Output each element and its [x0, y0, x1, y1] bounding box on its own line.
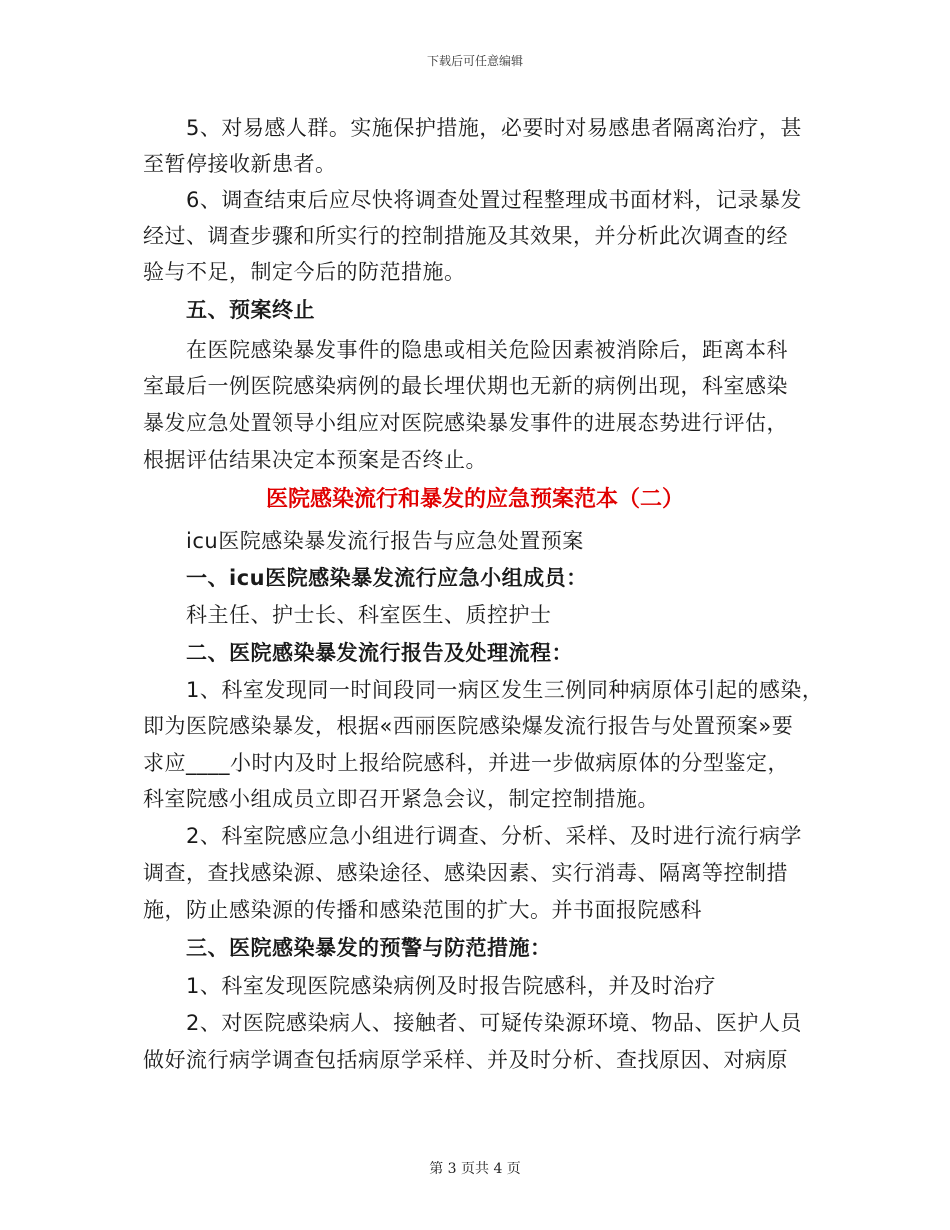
paragraph-line: 科主任、护士长、科室医生、质控护士	[186, 603, 552, 627]
paragraph-line: 即为医院感染暴发，根据«西丽医院感染爆发流行报告与处置预案»要	[143, 714, 794, 738]
paragraph-line: 2、对医院感染病人、接触者、可疑传染源环境、物品、医护人员	[186, 1011, 802, 1035]
paragraph-line: 在医院感染暴发事件的隐患或相关危险因素被消除后，距离本科	[186, 338, 788, 362]
paragraph-line: 做好流行病学调查包括病原学采样、并及时分析、查找原因、对病原	[143, 1048, 788, 1072]
paragraph-line: icu医院感染暴发流行报告与应急处置预案	[186, 529, 584, 553]
paragraph-line: 调查，查找感染源、感染途径、感染因素、实行消毒、隔离等控制措	[143, 861, 788, 885]
paragraph-line: 1、科室发现同一时间段同一病区发生三例同种病原体引起的感染，	[186, 678, 824, 702]
section-heading: 二、医院感染暴发流行报告及处理流程：	[186, 641, 573, 665]
paragraph-line: 验与不足，制定今后的防范措施。	[143, 260, 466, 284]
paragraph-line: 5、对易感人群。实施保护措施，必要时对易感患者隔离治疗，甚	[186, 116, 802, 140]
paragraph-line: 施，防止感染源的传播和感染范围的扩大。并书面报院感科	[143, 898, 702, 922]
paragraph-line: 室最后一例医院感染病例的最长埋伏期也无新的病例出现，科室感染	[143, 374, 788, 398]
section-heading: 三、医院感染暴发的预警与防范措施：	[186, 936, 552, 960]
paragraph-line: 至暂停接收新患者。	[143, 152, 337, 176]
document-title: 医院感染流行和暴发的应急预案范本（二）	[265, 487, 684, 512]
paragraph-line: 科室院感小组成员立即召开紧急会议，制定控制措施。	[143, 787, 659, 811]
paragraph-line: 6、调查结束后应尽快将调查处置过程整理成书面材料，记录暴发	[186, 188, 802, 212]
paragraph-line: 经过、调查步骤和所实行的控制措施及其效果，并分析此次调查的经	[143, 224, 788, 248]
paragraph-line: 1、科室发现医院感染病例及时报告院感科，并及时治疗	[186, 974, 716, 998]
section-heading: 一、icu医院感染暴发流行应急小组成员：	[186, 566, 588, 590]
paragraph-line: 暴发应急处置领导小组应对医院感染暴发事件的进展态势进行评估，	[143, 411, 788, 435]
page-footer: 第 3 页共 4 页	[429, 1161, 521, 1177]
paragraph-line: 2、科室院感应急小组进行调查、分析、采样、及时进行流行病学	[186, 824, 802, 848]
paragraph-line: 根据评估结果决定本预案是否终止。	[143, 448, 487, 472]
paragraph-line: 求应____小时内及时上报给院感科，并进一步做病原体的分型鉴定，	[143, 751, 789, 775]
section-heading: 五、预案终止	[186, 298, 315, 322]
page-header: 下载后可任意编辑	[426, 54, 523, 68]
